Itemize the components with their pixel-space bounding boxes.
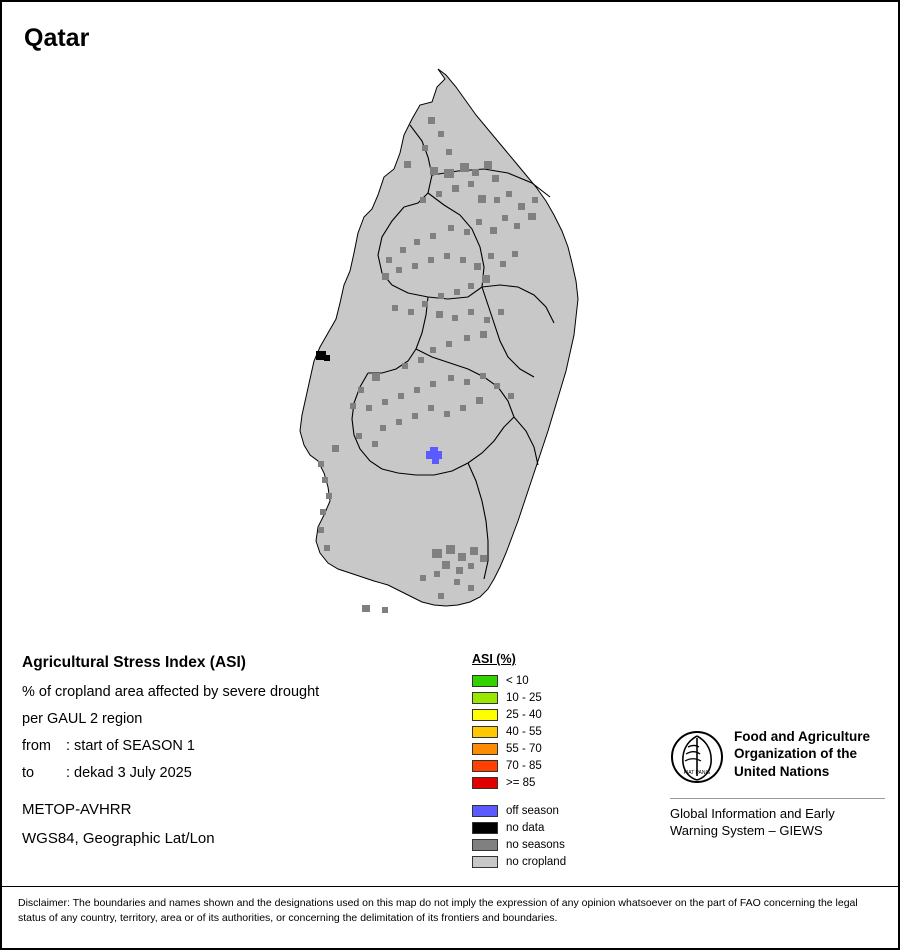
legend-item [472,774,652,791]
legend-swatch-no-seasons [472,839,498,851]
legend-swatch-off-season [472,805,498,817]
fao-logo-icon [670,730,724,789]
qatar-map-svg[interactable] [232,57,672,627]
legend-swatch-lt10 [472,675,498,687]
legend-swatch-no-cropland [472,856,498,868]
legend-title: ASI (%) [472,652,516,666]
legend-item [472,672,652,689]
to-value: : dekad 3 July 2025 [66,765,192,781]
asi-period-to [22,765,462,781]
legend-item [472,836,652,853]
from-value: : start of SEASON 1 [66,738,195,754]
legend-swatch-10-25 [472,692,498,704]
asi-period-from [22,738,462,754]
asi-heading: Agricultural Stress Index (ASI) [22,654,246,671]
asi-subtitle: % of cropland area affected by severe drought [22,684,320,700]
from-label: from [22,738,51,754]
fao-branding [670,728,885,840]
legend-item [472,723,652,740]
legend-item [472,757,652,774]
legend-swatch-no-data [472,822,498,834]
legend-label-40-55: 40 - 55 [506,725,542,738]
disclaimer-text: Disclaimer: The boundaries and names shown and the designations used on this map do not imply the expression of any opinion whatsoever on the part of FAO concerning the legal status of any country, territory, area or of its authorities, or concerning the delimitation of its frontiers and boundaries. [18,897,858,925]
legend-swatch-40-55 [472,726,498,738]
legend-label-no-cropland: no cropland [506,855,567,868]
legend-label-55-70: 55 - 70 [506,742,542,755]
legend-spacer [472,791,652,802]
fao-organization-name: Food and Agriculture Organization of the United Nations [734,729,870,779]
qatar-landmass [300,69,578,606]
legend-item [472,802,652,819]
projection-label: WGS84, Geographic Lat/Lon [22,830,215,847]
legend-item [472,819,652,836]
disclaimer-bar [2,886,898,948]
asi-region-level: per GAUL 2 region [22,711,143,727]
legend-label-25-40: 25 - 40 [506,708,542,721]
asi-legend [472,652,652,870]
legend-label-no-data: no data [506,821,545,834]
page-title: Qatar [24,24,90,52]
legend-item [472,853,652,870]
giews-system-name: Global Information and Early Warning System – GIEWS [670,806,835,838]
legend-swatch-gte85 [472,777,498,789]
fao-header [670,728,885,789]
map-canvas[interactable] [232,57,672,627]
legend-swatch-25-40 [472,709,498,721]
legend-label-lt10: < 10 [506,674,529,687]
to-label: to [22,765,35,781]
legend-item [472,706,652,723]
sensor-label: METOP-AVHRR [22,801,132,818]
legend-item [472,689,652,706]
legend-label-gte85: >= 85 [506,776,536,789]
fao-divider [670,798,885,799]
svg-text:FIAT PANIS: FIAT PANIS [683,770,711,776]
legend-label-off-season: off season [506,804,559,817]
country-base-layer [300,69,578,606]
legend-swatch-70-85 [472,760,498,772]
legend-label-10-25: 10 - 25 [506,691,542,704]
map-info-block [22,654,462,847]
legend-item [472,740,652,757]
legend-label-70-85: 70 - 85 [506,759,542,772]
legend-label-no-seasons: no seasons [506,838,565,851]
legend-swatch-55-70 [472,743,498,755]
